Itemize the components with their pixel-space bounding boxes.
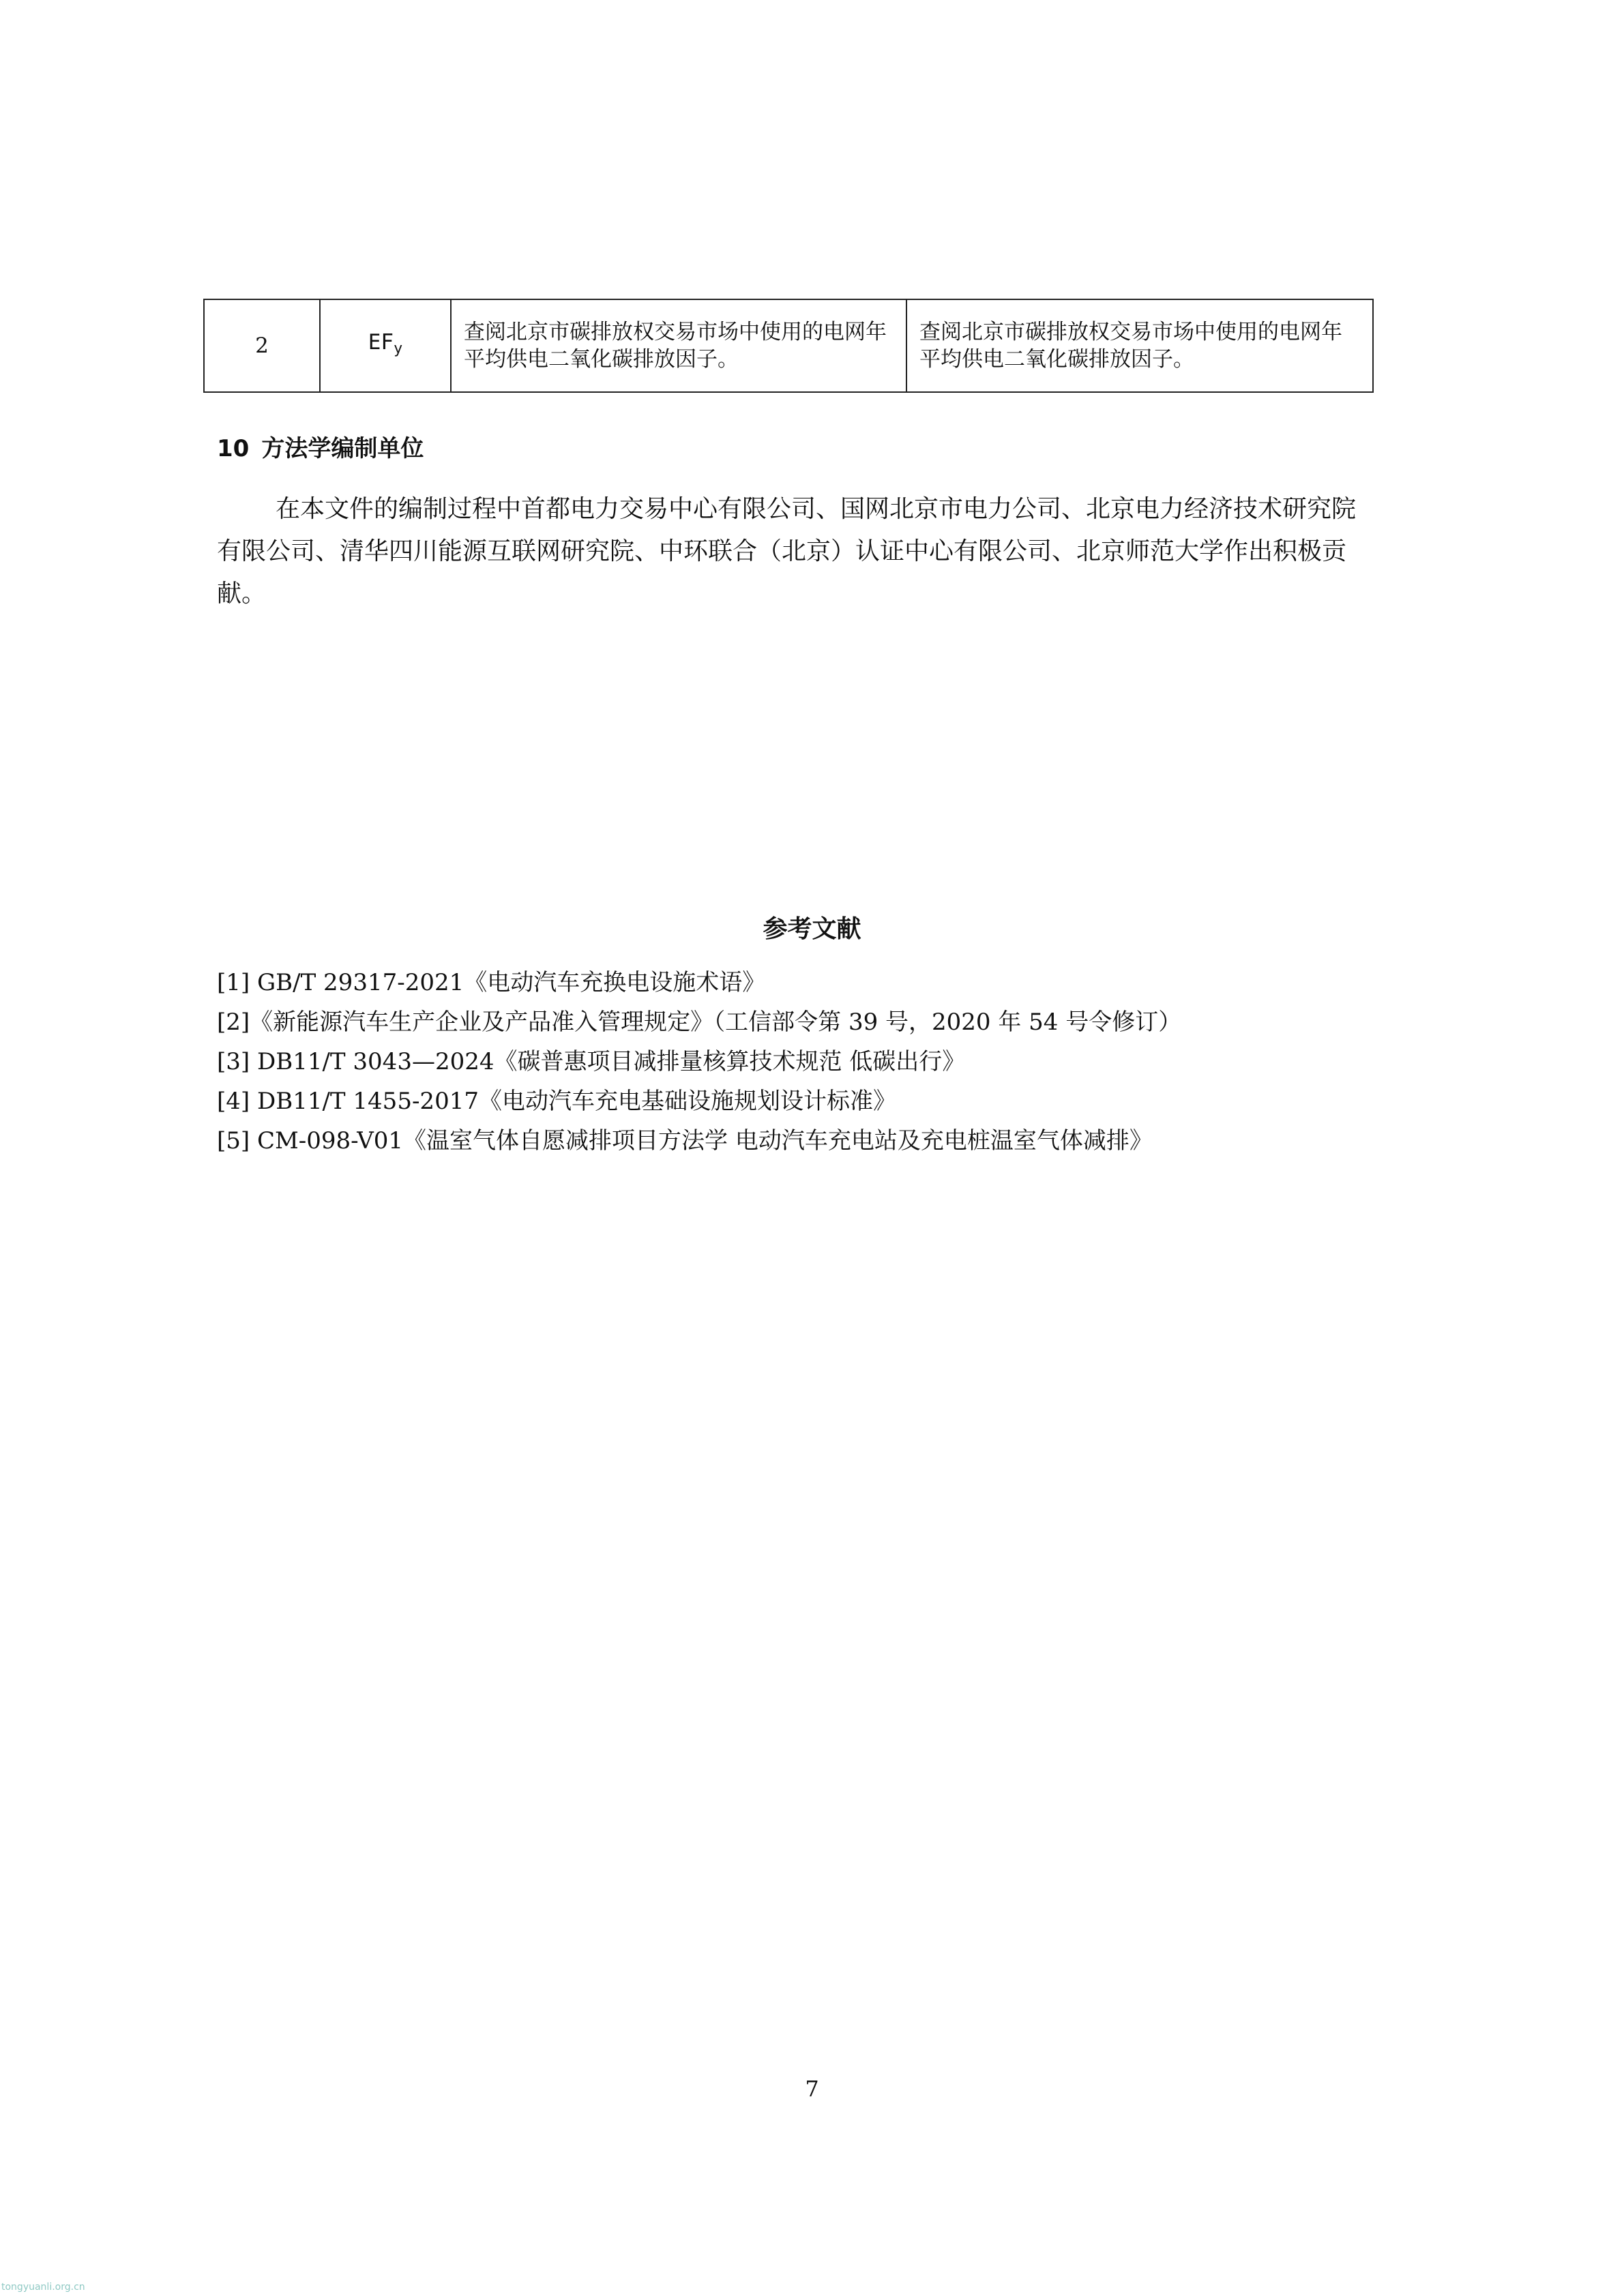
symbol-main: EF <box>368 330 394 355</box>
contributors-paragraph: 在本文件的编制过程中首都电力交易中心有限公司、国网北京市电力公司、北京电力经济技术研究院有限公司、清华四川能源互联网研究院、中环联合（北京）认证中心有限公司、北京师范大学作出积极贡献。 <box>217 495 1357 608</box>
data-source-cell: 查阅北京市碳排放权交易市场中使用的电网年平均供电二氧化碳排放因子。 <box>451 299 906 392</box>
page-number: 7 <box>805 2076 819 2102</box>
section-title: 方法学编制单位 <box>261 435 424 462</box>
section-number: 10 <box>217 435 250 462</box>
row-number-cell: 2 <box>204 299 320 392</box>
symbol-cell <box>320 299 451 392</box>
reference-item: [5] CM-098-V01《温室气体自愿减排项目方法学 电动汽车充电站及充电桩温室气体减排》 <box>217 1127 1153 1154</box>
reference-item: [1] GB/T 29317-2021《电动汽车充换电设施术语》 <box>217 969 766 996</box>
reference-item: [2]《新能源汽车生产企业及产品准入管理规定》（工信部令第 39 号，2020 年 54 号令修订） <box>217 1009 1182 1036</box>
section-heading <box>217 430 424 463</box>
reference-item: [4] DB11/T 1455-2017《电动汽车充电基础设施规划设计标准》 <box>217 1088 896 1115</box>
symbol-subscript: y <box>394 340 403 357</box>
parameter-table <box>203 299 1374 393</box>
description-cell: 查阅北京市碳排放权交易市场中使用的电网年平均供电二氧化碳排放因子。 <box>906 299 1373 392</box>
watermark: tongyuanli.org.cn <box>1 2282 85 2293</box>
reference-item: [3] DB11/T 3043—2024《碳普惠项目减排量核算技术规范 低碳出行》 <box>217 1048 966 1075</box>
table-row <box>204 299 1373 392</box>
reference-list <box>217 963 1404 1161</box>
references-title: 参考文献 <box>763 915 861 943</box>
